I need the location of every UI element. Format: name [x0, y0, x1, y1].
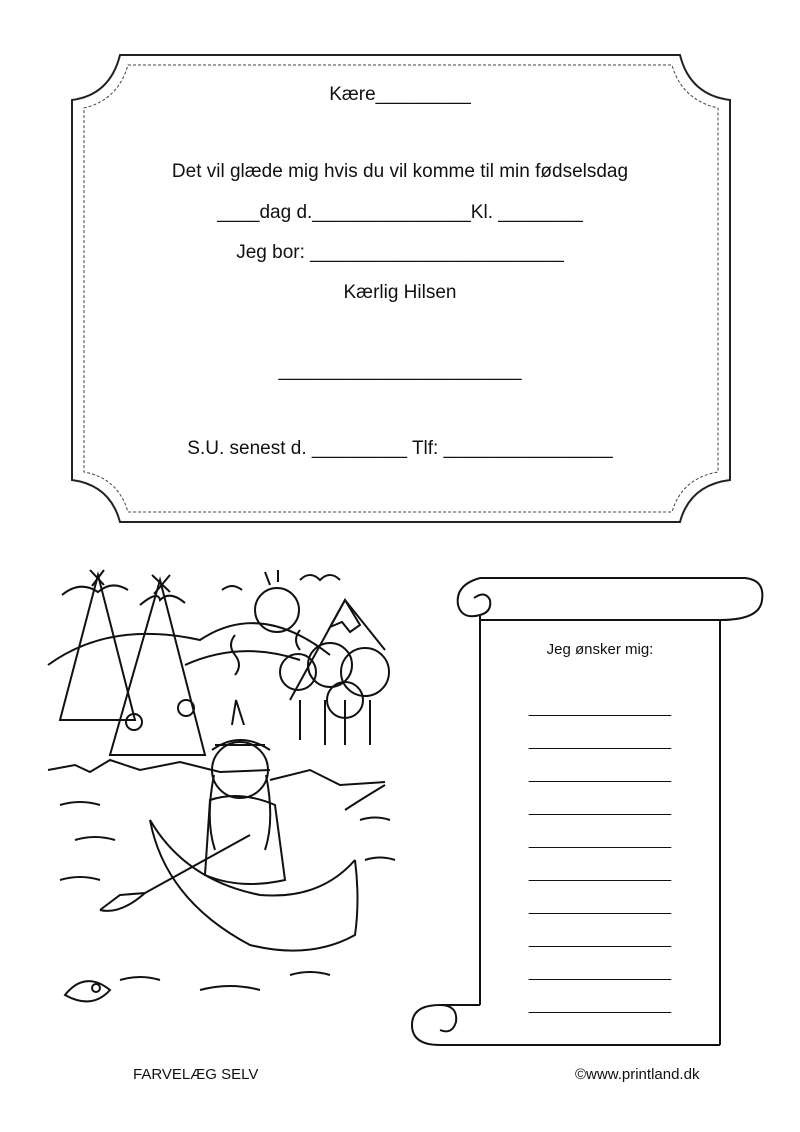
- closing-line: Kærlig Hilsen: [343, 282, 457, 303]
- wishlist-line: ________________: [528, 997, 672, 1014]
- wishlist-line: ________________: [528, 964, 672, 981]
- wishlist-line: ________________: [528, 898, 672, 915]
- wishlist-line: ________________: [528, 931, 672, 948]
- wishlist-line: ________________: [528, 799, 672, 816]
- address-line: Jeg bor: ________________________: [236, 242, 564, 263]
- date-time-line: ____dag d._______________Kl. ________: [217, 202, 583, 223]
- wishlist-line: ________________: [528, 766, 672, 783]
- wishlist-title: Jeg ønsker mig:: [546, 641, 654, 658]
- wishlist-line: ________________: [528, 832, 672, 849]
- signature-line: _______________________: [278, 360, 522, 381]
- wishlist-line: ________________: [528, 733, 672, 750]
- greeting-line: Kære_________: [329, 84, 471, 105]
- wishlist-line: ________________: [528, 700, 672, 717]
- wishlist-line: ________________: [528, 865, 672, 882]
- rsvp-line: S.U. senest d. _________ Tlf: ________________: [187, 438, 613, 459]
- footer-color-yourself: FARVELÆG SELV: [133, 1066, 259, 1083]
- footer-website: ©www.printland.dk: [575, 1066, 700, 1083]
- invite-text-line: Det vil glæde mig hvis du vil komme til min fødselsdag: [171, 161, 629, 182]
